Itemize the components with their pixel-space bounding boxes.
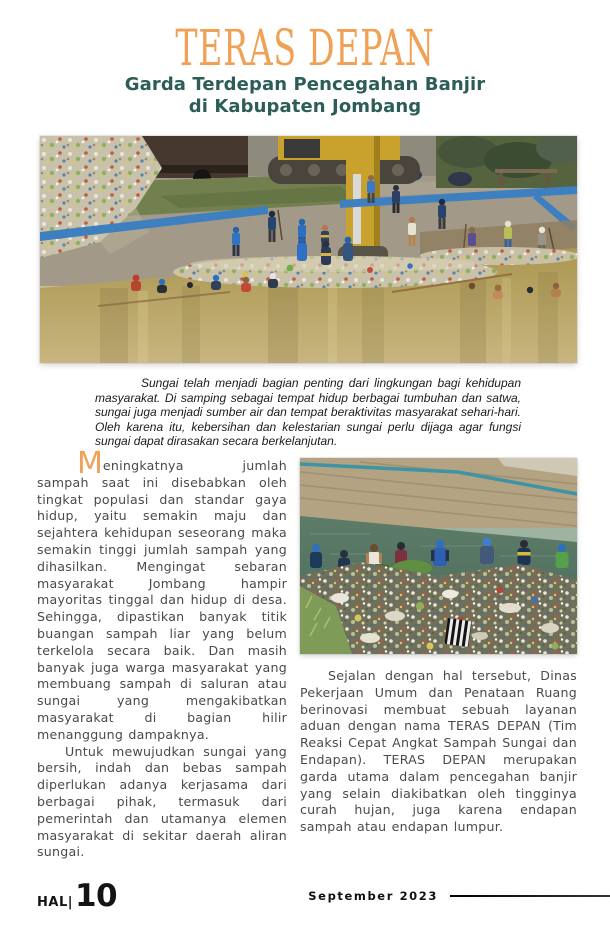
footer-date-block — [308, 889, 610, 903]
main-photo — [40, 136, 577, 363]
subtitle-line-1: Garda Terdepan Pencegahan Banjir — [124, 74, 486, 96]
page-title: TERAS DEPAN — [175, 18, 435, 78]
page-number-block — [37, 878, 117, 914]
dropcap-m: M — [77, 446, 103, 481]
left-column — [37, 446, 287, 861]
left-paragraph-2: Untuk mewujudkan sungai yang bersih, indah dan bebas sampah diperlukan adanya kerjasama dari berbagai pihak, termasuk dari pemerintah dan utamanya elemen masyarakat di sekitar daerah aliran sungai. — [37, 743, 287, 860]
masthead — [0, 18, 610, 117]
secondary-photo-illustration — [300, 458, 577, 654]
right-column — [300, 458, 577, 861]
footer-rule — [450, 895, 610, 898]
left-paragraph-1-text: eningkatnya jumlah sampah saat ini disebabkan oleh tingkat populasi dan standar gaya hidup, yaitu semakin maju dan sejahtera kehidupan seseorang maka semakin tinggi jumlah sampah yang dihasilkan. Mengingat sebaran masyarakat Jombang hampir mayoritas tinggal dan hidup di desa. Sehingga, dipastikan banyak titik buangan sampah liar yang belum terkelola secara baik. Dan masih banyak juga warga masyarakat yang membuang sampah di saluran atau sungai yang mengakibatkan masyarakat di bagian hilir menanggung dampaknya. — [37, 458, 287, 742]
subtitle-line-2: di Kabupaten Jombang — [188, 95, 422, 117]
left-paragraph-1 — [37, 446, 287, 744]
right-paragraph-1: Sejalan dengan hal tersebut, Dinas Pekerjaan Umum dan Penataan Ruang berinovasi membuat sebuah layanan aduan dengan nama TERAS DEPAN (Tim Reaksi Cepat Angkat Sampah Sungai dan Endapan). TERAS DEPAN merupakan garda utama dalam pencegahan banjir yang selain diakibatkan oleh tingginya curah hujan, juga karena endapan sampah atau endapan lumpur. — [300, 668, 577, 835]
page-subtitle — [0, 74, 610, 116]
footer-date: September 2023 — [308, 889, 438, 903]
article-columns — [37, 446, 577, 861]
secondary-photo — [300, 458, 577, 654]
page-number-label: HAL| — [37, 895, 73, 910]
main-photo-illustration — [40, 136, 577, 363]
intro-paragraph: Sungai telah menjadi bagian penting dari lingkungan bagi kehidupan masyarakat. Di samping sebagai tempat hidup berbagai tumbuhan dan satwa, sungai juga menjadi sumber air dan tempat beraktivitas masyarakat sehari-hari. Oleh karena itu, kebersihan dan kelestarian sungai perlu dijaga agar fungsi sungai dapat dirasakan secara berkelanjutan. — [95, 376, 521, 448]
page-number: 10 — [74, 878, 118, 914]
page-footer — [37, 878, 610, 914]
